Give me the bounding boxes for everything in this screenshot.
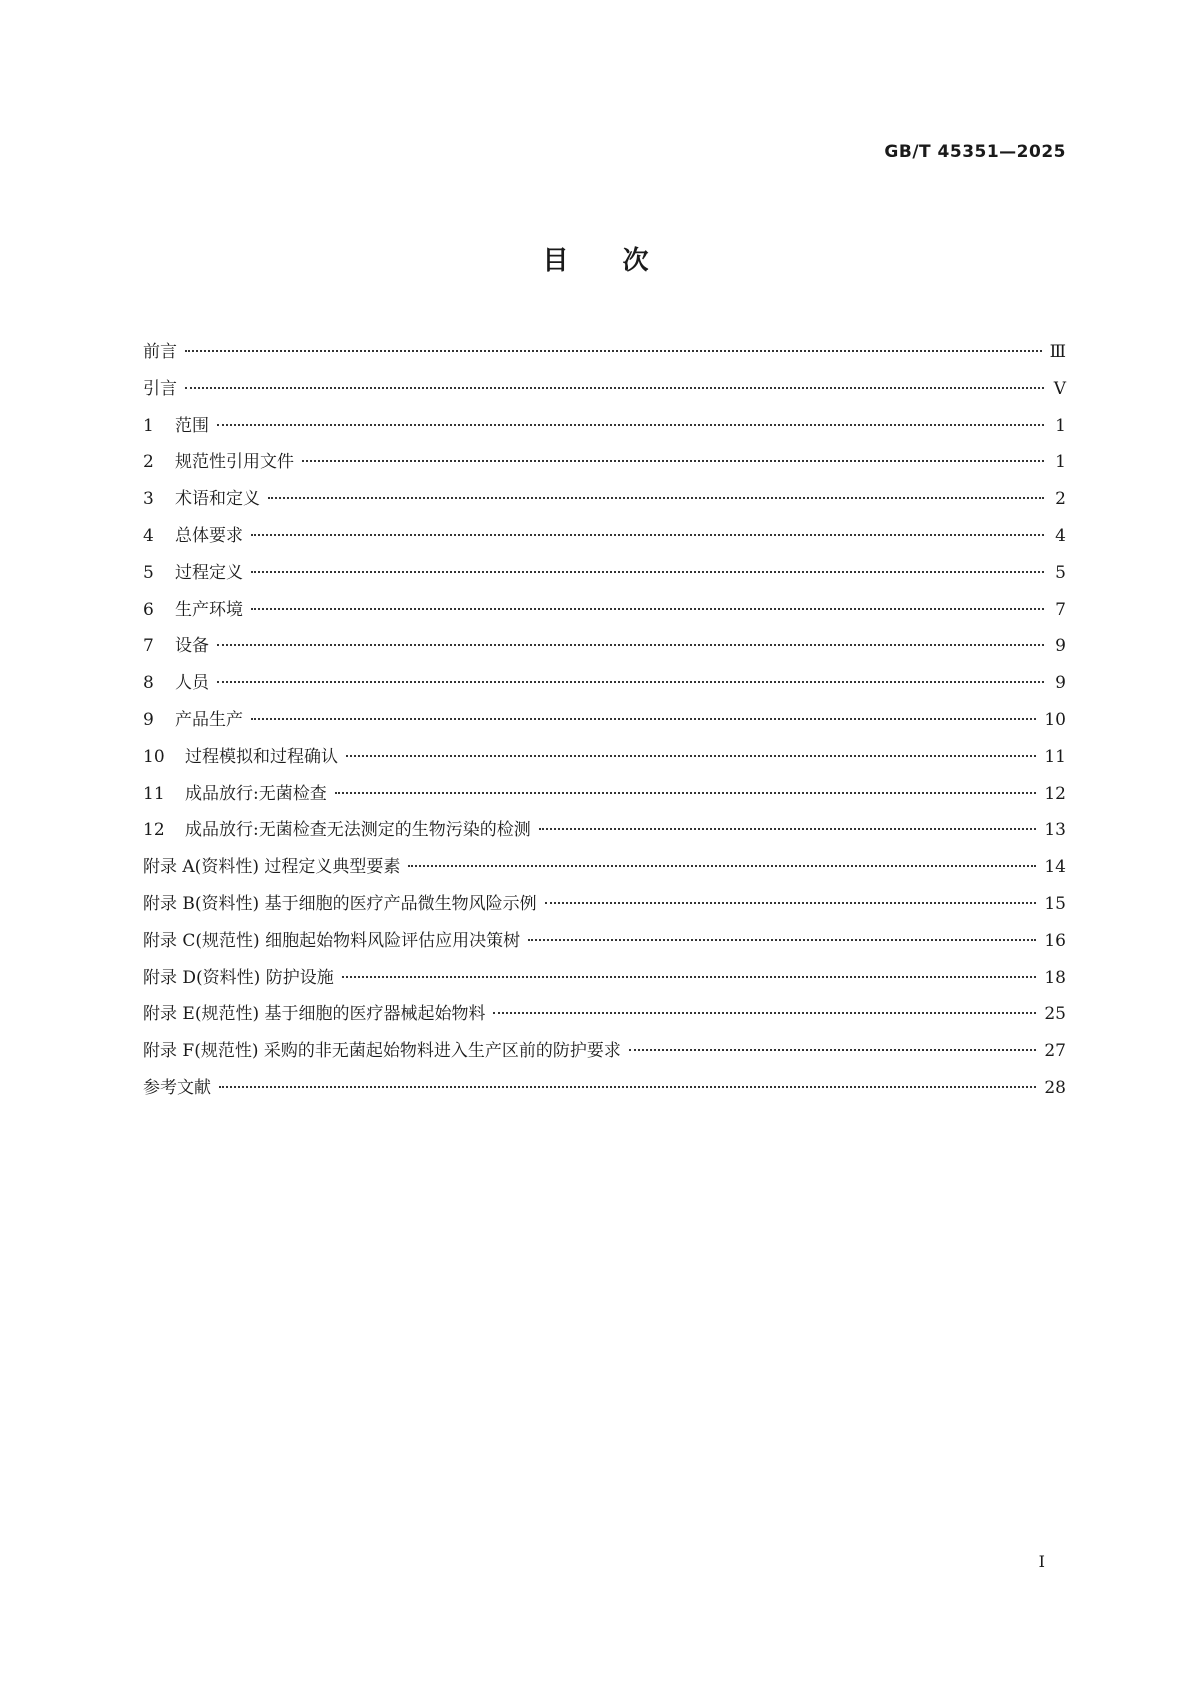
toc-entry-number: 4 <box>143 525 154 546</box>
toc-entry-8[interactable] <box>143 668 1066 705</box>
toc-entry-page: Ⅲ <box>1049 342 1066 362</box>
toc-entry-page: 15 <box>1044 893 1066 914</box>
toc-leader-dots <box>251 608 1044 610</box>
toc-entry-appendix-f[interactable] <box>143 1036 1066 1073</box>
toc-entry-label: 设备 <box>175 636 209 657</box>
toc-entry-1[interactable] <box>143 411 1066 448</box>
toc-entry-label: 过程定义 <box>175 562 243 583</box>
toc-entry-page: 4 <box>1055 525 1066 546</box>
toc-entry-label: 附录 E(规范性) 基于细胞的医疗器械起始物料 <box>143 1004 486 1025</box>
toc-entry-label: 引言 <box>143 378 177 399</box>
toc-entry-page: 11 <box>1044 746 1066 767</box>
page-number: I <box>1038 1552 1045 1571</box>
toc-entry-label: 过程模拟和过程确认 <box>185 746 338 767</box>
toc-entry-label: 附录 A(资料性) 过程定义典型要素 <box>143 857 401 878</box>
toc-leader-dots <box>219 1086 1036 1088</box>
toc-entry-appendix-a[interactable] <box>143 852 1066 889</box>
toc-entry-page: Ⅴ <box>1053 378 1066 399</box>
toc-leader-dots <box>251 718 1036 720</box>
toc-entry-number: 8 <box>143 673 154 694</box>
toc-entry-page: 25 <box>1044 1004 1066 1025</box>
toc-leader-dots <box>539 828 1037 830</box>
toc-entry-page: 9 <box>1055 673 1066 694</box>
toc-entry-page: 7 <box>1055 599 1066 620</box>
toc-entry-number: 12 <box>143 820 165 841</box>
toc-leader-dots <box>268 497 1044 499</box>
toc-entry-page: 16 <box>1044 930 1066 951</box>
toc-entry-introduction[interactable] <box>143 374 1066 411</box>
toc-entry-page: 5 <box>1055 562 1066 583</box>
toc-entry-label: 范围 <box>175 415 209 436</box>
toc-entry-6[interactable] <box>143 595 1066 632</box>
toc-entry-references[interactable] <box>143 1073 1066 1110</box>
toc-entry-number: 11 <box>143 783 165 804</box>
toc-entry-label: 前言 <box>143 342 177 362</box>
toc-leader-dots <box>217 424 1044 426</box>
toc-leader-dots <box>335 792 1037 794</box>
toc-entry-label: 附录 C(规范性) 细胞起始物料风险评估应用决策树 <box>143 930 521 951</box>
toc-entry-page: 14 <box>1044 857 1066 878</box>
toc-entry-foreword[interactable] <box>143 337 1066 374</box>
toc-entry-10[interactable] <box>143 742 1066 779</box>
toc-leader-dots <box>493 1012 1036 1014</box>
toc-leader-dots <box>302 460 1044 462</box>
toc-entry-3[interactable] <box>143 484 1066 521</box>
toc-entry-label: 产品生产 <box>175 709 243 730</box>
toc-entry-appendix-e[interactable] <box>143 999 1066 1036</box>
toc-entry-number: 9 <box>143 709 154 730</box>
toc-leader-dots <box>342 976 1037 978</box>
toc-entry-label: 术语和定义 <box>175 489 260 510</box>
toc-leader-dots <box>185 350 1042 352</box>
toc-entry-label: 人员 <box>175 673 209 694</box>
toc-entry-page: 9 <box>1055 636 1066 657</box>
toc-leader-dots <box>217 681 1044 683</box>
page-title: 目次 <box>542 246 703 276</box>
toc-entry-page: 18 <box>1044 967 1066 988</box>
toc-leader-dots <box>217 644 1044 646</box>
toc-leader-dots <box>545 902 1037 904</box>
toc-entry-9[interactable] <box>143 705 1066 742</box>
toc-entry-label: 附录 D(资料性) 防护设施 <box>143 967 334 988</box>
toc-leader-dots <box>629 1049 1036 1051</box>
toc-entry-page: 1 <box>1055 415 1066 436</box>
toc-leader-dots <box>185 387 1044 389</box>
toc-entry-label: 参考文献 <box>143 1077 211 1098</box>
toc-leader-dots <box>408 865 1036 867</box>
toc-entry-label: 成品放行:无菌检查无法测定的生物污染的检测 <box>185 820 531 841</box>
toc-entry-number: 3 <box>143 489 154 510</box>
toc-entry-label: 规范性引用文件 <box>175 452 294 473</box>
toc-entry-page: 13 <box>1044 820 1066 841</box>
toc-entry-label: 成品放行:无菌检查 <box>185 783 327 804</box>
toc-leader-dots <box>251 571 1044 573</box>
toc-entry-label: 总体要求 <box>175 525 243 546</box>
toc-entry-page: 2 <box>1055 489 1066 510</box>
toc-leader-dots <box>251 534 1044 536</box>
toc-entry-number: 1 <box>143 415 154 436</box>
toc-entry-7[interactable] <box>143 631 1066 668</box>
toc-entry-number: 10 <box>143 746 165 767</box>
toc-entry-page: 28 <box>1044 1077 1066 1098</box>
toc-entry-number: 2 <box>143 452 154 473</box>
toc-entry-page: 10 <box>1044 709 1066 730</box>
toc-entry-label: 生产环境 <box>175 599 243 620</box>
toc-entry-appendix-c[interactable] <box>143 926 1066 963</box>
toc-entry-page: 1 <box>1055 452 1066 473</box>
toc-entry-page: 12 <box>1044 783 1066 804</box>
toc-entry-12[interactable] <box>143 815 1066 852</box>
toc-entry-11[interactable] <box>143 779 1066 816</box>
standard-number: GB/T 45351—2025 <box>884 142 1066 162</box>
table-of-contents <box>143 337 1066 1110</box>
toc-leader-dots <box>346 755 1036 757</box>
toc-entry-appendix-b[interactable] <box>143 889 1066 926</box>
toc-entry-number: 5 <box>143 562 154 583</box>
toc-entry-5[interactable] <box>143 558 1066 595</box>
toc-entry-2[interactable] <box>143 447 1066 484</box>
toc-entry-number: 6 <box>143 599 154 620</box>
toc-leader-dots <box>528 939 1036 941</box>
toc-entry-label: 附录 B(资料性) 基于细胞的医疗产品微生物风险示例 <box>143 893 537 914</box>
toc-entry-number: 7 <box>143 636 154 657</box>
toc-entry-appendix-d[interactable] <box>143 963 1066 1000</box>
toc-entry-label: 附录 F(规范性) 采购的非无菌起始物料进入生产区前的防护要求 <box>143 1041 621 1062</box>
toc-entry-page: 27 <box>1044 1041 1066 1062</box>
toc-entry-4[interactable] <box>143 521 1066 558</box>
